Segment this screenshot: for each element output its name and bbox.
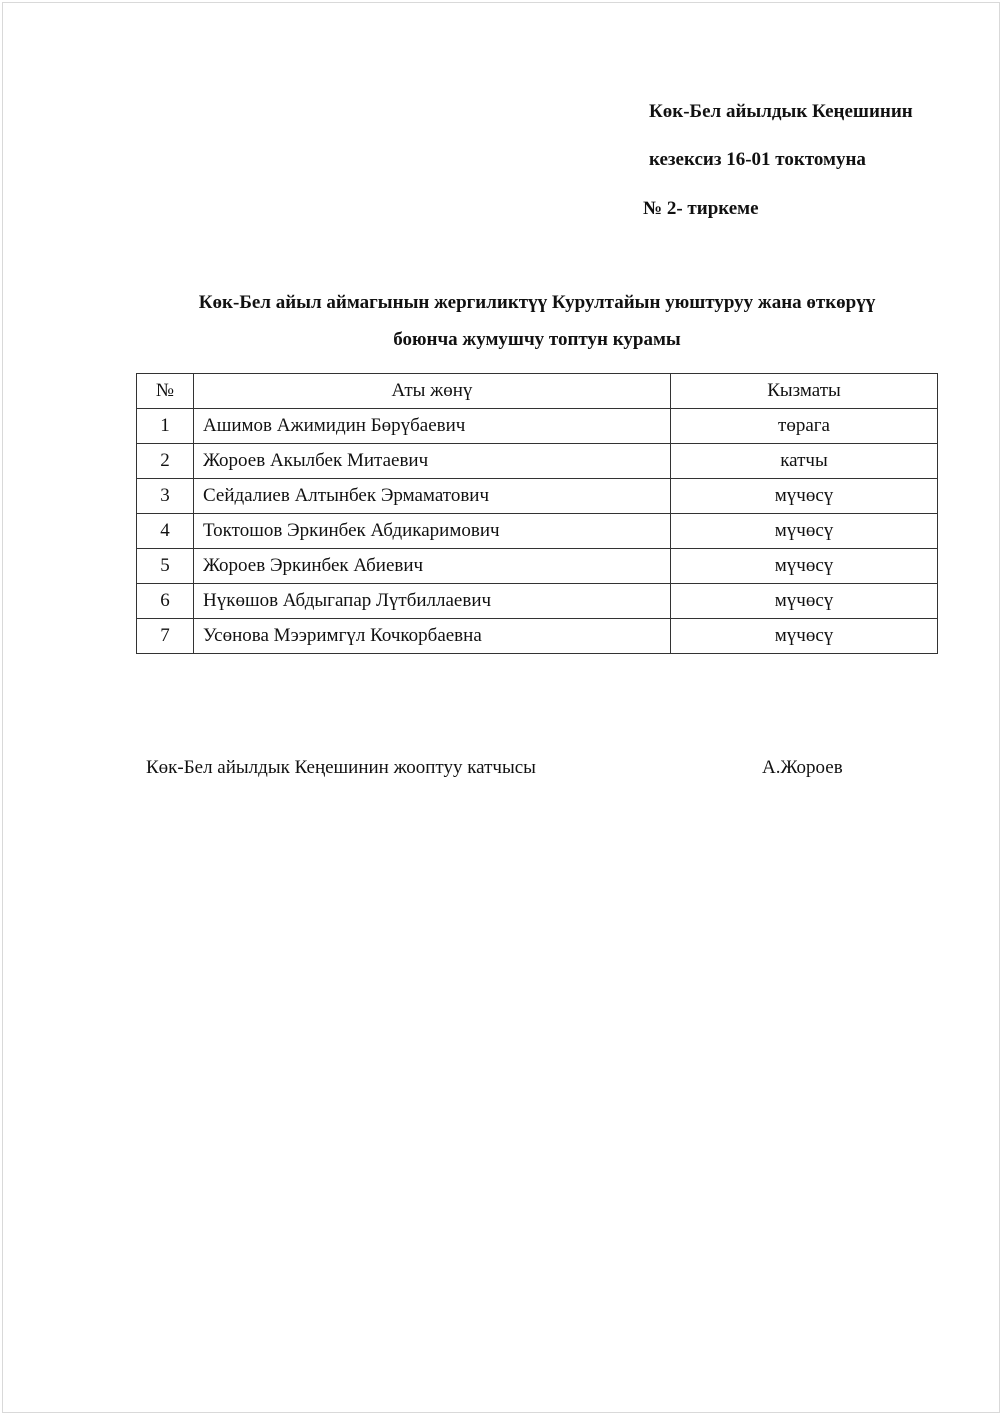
signatory-name: А.Жороев (762, 757, 843, 778)
table-header-row (137, 374, 938, 409)
table-row (137, 444, 938, 479)
document-title-line2: боюнча жумушчу топтун курамы (393, 329, 681, 350)
document-title-line1: Көк-Бел айыл аймагынын жергиликтүү Курултайын уюштуруу жана өткөрүү (198, 292, 876, 313)
table-row (137, 479, 938, 514)
member-position: мүчөсү (671, 619, 938, 654)
member-name: Нүкөшов Абдыгапар Лүтбиллаевич (194, 584, 671, 619)
column-header-name: Аты жөнү (194, 374, 671, 409)
working-group-table (136, 373, 938, 654)
table-row (137, 549, 938, 584)
table-row (137, 619, 938, 654)
member-name: Усөнова Мээримгүл Кочкорбаевна (194, 619, 671, 654)
member-position: мүчөсү (671, 584, 938, 619)
member-name: Жороев Акылбек Митаевич (194, 444, 671, 479)
member-name: Ашимов Ажимидин Бөрүбаевич (194, 409, 671, 444)
header-council-line: Көк-Бел айылдык Кеңешинин (649, 101, 913, 122)
member-position: төрага (671, 409, 938, 444)
row-number: 3 (137, 479, 194, 514)
row-number: 6 (137, 584, 194, 619)
row-number: 1 (137, 409, 194, 444)
member-position: мүчөсү (671, 479, 938, 514)
column-header-position: Кызматы (671, 374, 938, 409)
row-number: 7 (137, 619, 194, 654)
member-name: Жороев Эркинбек Абиевич (194, 549, 671, 584)
member-position: мүчөсү (671, 514, 938, 549)
table-row (137, 514, 938, 549)
row-number: 2 (137, 444, 194, 479)
header-appendix-line: № 2- тиркеме (643, 198, 759, 219)
member-position: мүчөсү (671, 549, 938, 584)
column-header-number: № (137, 374, 194, 409)
table-row (137, 584, 938, 619)
header-resolution-line: кезексиз 16-01 токтомуна (649, 149, 866, 170)
row-number: 5 (137, 549, 194, 584)
member-name: Сейдалиев Алтынбек Эрмаматович (194, 479, 671, 514)
member-position: катчы (671, 444, 938, 479)
signature-role: Көк-Бел айылдык Кеңешинин жооптуу катчысы (146, 757, 536, 778)
table-row (137, 409, 938, 444)
row-number: 4 (137, 514, 194, 549)
document-page (2, 2, 1000, 1413)
member-name: Токтошов Эркинбек Абдикаримович (194, 514, 671, 549)
